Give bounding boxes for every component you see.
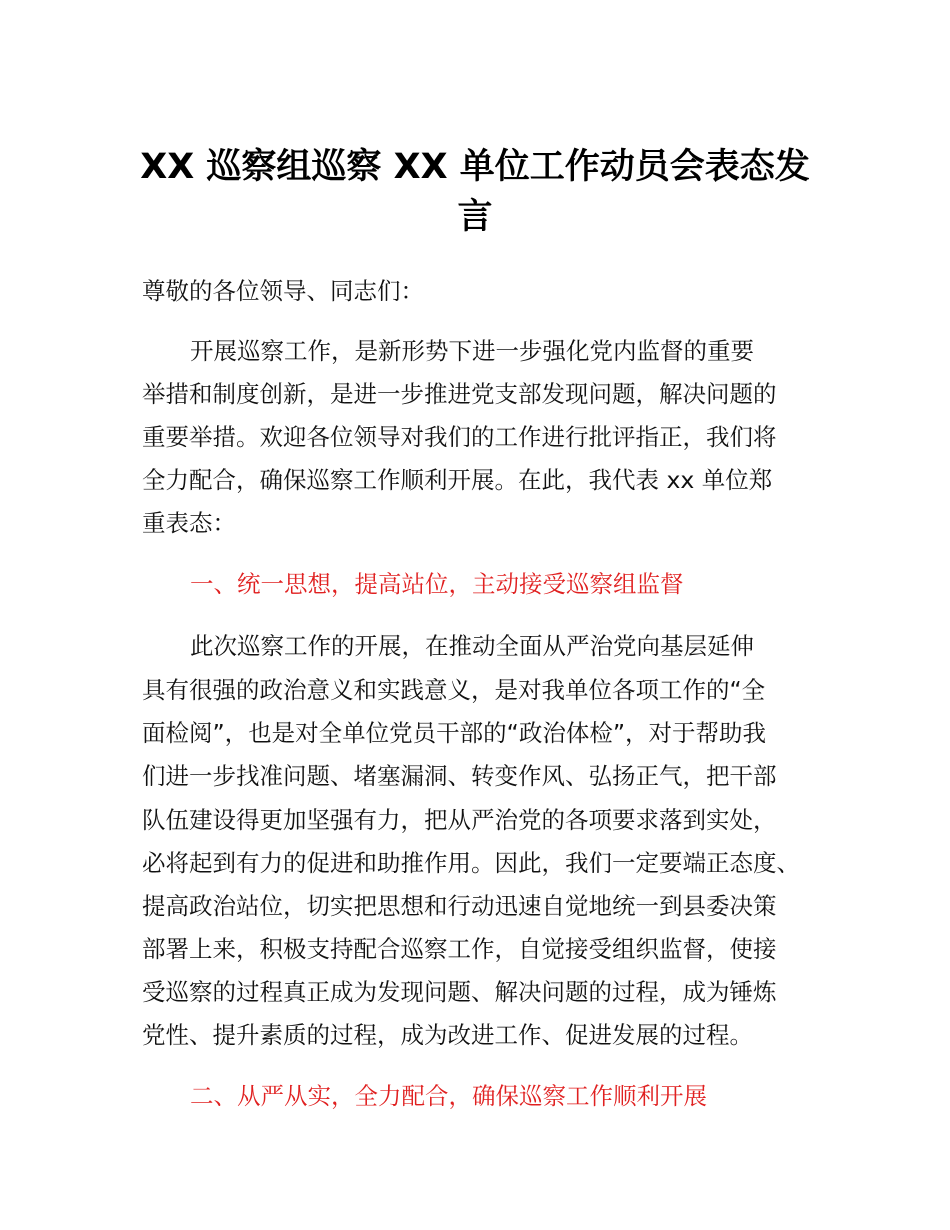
paragraph-2-line: 必将起到有力的促进和助推作用。因此，我们一定要端正态度、: [142, 849, 800, 877]
paragraph-1-line: 举措和制度创新，是进一步推进党支部发现问题，解决问题的: [142, 380, 777, 408]
paragraph-2-line: 提高政治站位，切实把思想和行动迅速自觉地统一到县委决策: [142, 892, 777, 920]
document-title-line-1: XX 巡察组巡察 XX 单位工作动员会表态发: [140, 147, 810, 187]
paragraph-2-line: 面检阅”，也是对全单位党员干部的“政治体检”，对于帮助我: [142, 719, 767, 747]
paragraph-1-line: 重要举措。欢迎各位领导对我们的工作进行批评指正，我们将: [142, 423, 777, 451]
paragraph-2-line: 党性、提升素质的过程，成为改进工作、促进发展的过程。: [142, 1021, 753, 1049]
paragraph-1-line: 全力配合，确保巡察工作顺利开展。在此，我代表 xx 单位郑: [142, 466, 773, 494]
section-heading-1: 一、统一思想，提高站位，主动接受巡察组监督: [190, 570, 684, 598]
document-title-line-2: 言: [457, 197, 493, 237]
paragraph-2-line: 此次巡察工作的开展，在推动全面从严治党向基层延伸: [190, 632, 754, 660]
paragraph-2-line: 具有很强的政治意义和实践意义，是对我单位各项工作的“全: [142, 676, 766, 704]
salutation: 尊敬的各位领导、同志们：: [142, 277, 424, 305]
paragraph-2-line: 们进一步找准问题、堵塞漏洞、转变作风、弘扬正气，把干部: [142, 762, 777, 790]
paragraph-1-line: 开展巡察工作，是新形势下进一步强化党内监督的重要: [190, 337, 754, 365]
paragraph-1-line: 重表态：: [142, 509, 236, 537]
section-heading-2: 二、从严从实，全力配合，确保巡察工作顺利开展: [190, 1082, 707, 1110]
paragraph-2-line: 受巡察的过程真正成为发现问题、解决问题的过程，成为锤炼: [142, 978, 777, 1006]
paragraph-2-line: 队伍建设得更加坚强有力，把从严治党的各项要求落到实处，: [142, 806, 777, 834]
paragraph-2-line: 部署上来，积极支持配合巡察工作，自觉接受组织监督，使接: [142, 935, 777, 963]
